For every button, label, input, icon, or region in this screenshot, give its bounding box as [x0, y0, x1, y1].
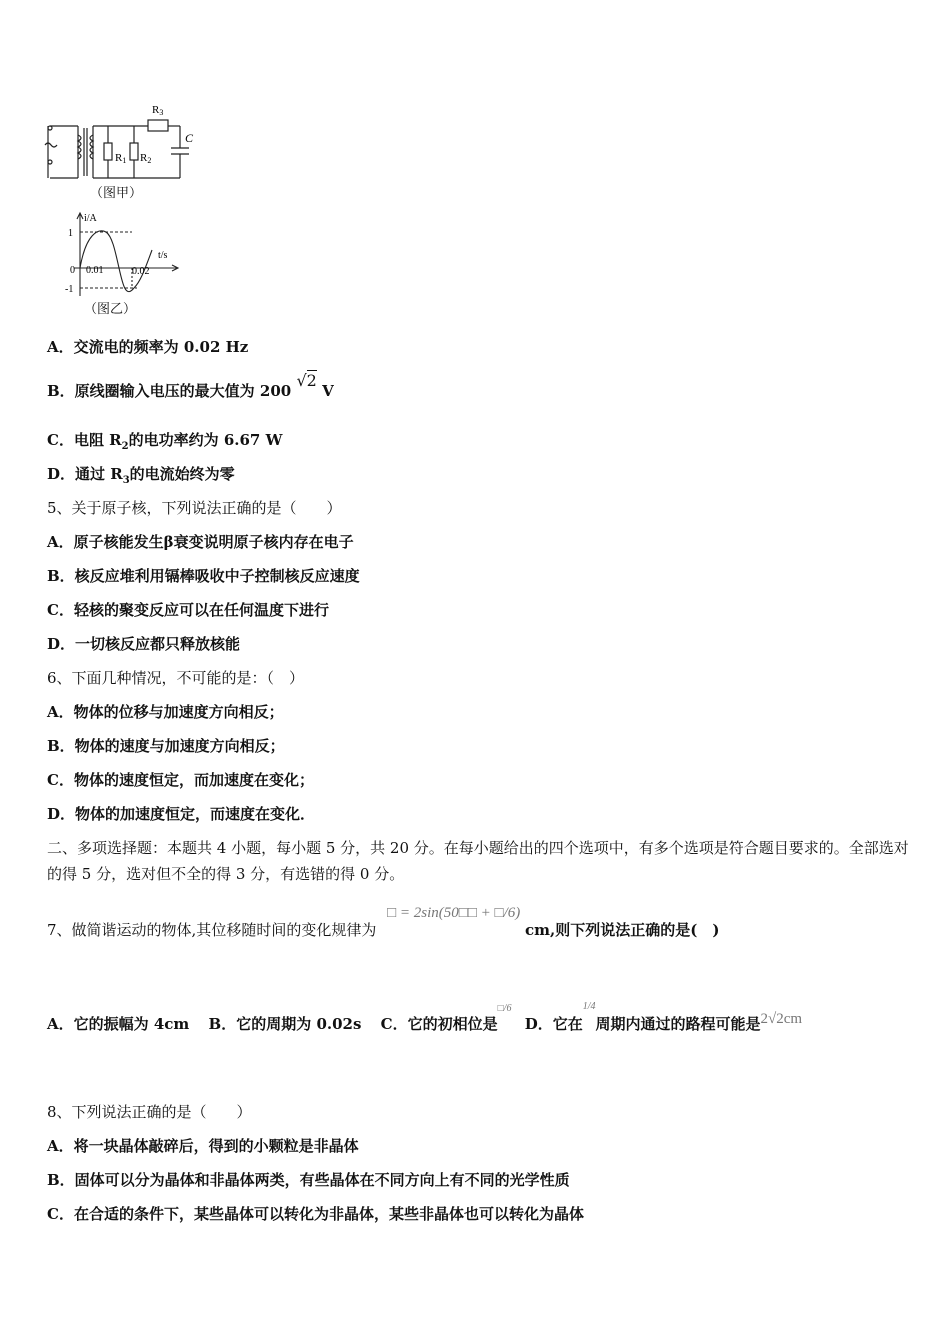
q4-option-b-unit: V [322, 382, 334, 400]
q6-stem: 6、下面几种情况，不可能的是：（ ） [47, 669, 305, 687]
q7-option-d-fraction: 1/4 [582, 1001, 596, 1012]
q8-option-b: B．固体可以分为晶体和非晶体两类，有些晶体在不同方向上有不同的光学性质 [47, 1171, 570, 1189]
q7-option-c-fraction: □/6 [497, 1003, 512, 1014]
tick-0: 0 [70, 265, 75, 276]
q6-option-b: B．物体的速度与加速度方向相反； [47, 737, 285, 755]
q4-option-d: D．通过 $R_3$的电流始终为零 [47, 465, 235, 486]
q5-option-a: A．原子核能发生β衰变说明原子核内存在电子 [47, 533, 354, 551]
circuit-figure [40, 100, 210, 205]
q7-options [47, 1001, 803, 1034]
c-label: C [185, 131, 194, 145]
tick-002: 0.02 [132, 266, 150, 277]
q8-option-c: C．在合适的条件下，某些晶体可以转化为非晶体，某些非晶体也可以转化为晶体 [47, 1205, 584, 1223]
q6-option-d: D．物体的加速度恒定，而速度在变化． [47, 805, 316, 823]
r1-label: R1 [115, 152, 127, 165]
q5-option-b: B．核反应堆利用镉棒吸收中子控制核反应速度 [47, 567, 360, 585]
section-2-instructions: 二、多项选择题：本题共 4 小题，每小题 5 分，共 20 分。在每小题给出的四个选项中，有多个选项是符合题目要求的。全部选对的得 5 分，选对但不全的得 3 分，有选错的得 0 分。 [47, 839, 909, 883]
figure-caption-yi: （图乙） [84, 302, 137, 317]
tick-001: 0.01 [86, 265, 104, 276]
q5-option-c: C．轻核的聚变反应可以在任何温度下进行 [47, 601, 329, 619]
circuit-diagram [40, 100, 210, 180]
q4-option-b-text: B．原线圈输入电压的最大值为 200 [47, 382, 292, 400]
sqrt-symbol: √2 [296, 371, 317, 390]
tick-minus-1: -1 [65, 284, 74, 295]
q8-option-a: A．将一块晶体敲碎后，得到的小颗粒是非晶体 [47, 1137, 359, 1155]
q6-option-c: C．物体的速度恒定，而加速度在变化； [47, 771, 314, 789]
figure-caption-jia: （图甲） [90, 186, 143, 201]
q7-stem: 7、做简谐运动的物体,其位移随时间的变化规律为 □ = 2sin(50□□ + □/6) cm,则下列说法正确的是( ) [47, 905, 720, 939]
current-graph [62, 210, 192, 298]
q4-option-c: C．电阻 $R_2$的电功率约为 6.67 W [47, 431, 283, 452]
x-axis-label: t/s [158, 250, 168, 261]
y-axis-label: i/A [84, 213, 97, 224]
q7-option-a: A．它的振幅为 4cm [47, 1015, 190, 1033]
q7-option-d-text: 周期内通过的路程可能是 [595, 1015, 761, 1033]
q4-option-a: A．交流电的频率为 0.02 Hz [47, 338, 249, 356]
r2-label: R2 [140, 152, 152, 165]
q4-option-b [47, 371, 334, 401]
r3-label: R3 [152, 104, 164, 117]
q7-option-c: C．它的初相位是 [380, 1015, 498, 1033]
tick-1: 1 [68, 228, 73, 239]
q7-option-d: D．它在 [524, 1015, 583, 1033]
q5-stem: 5、关于原子核，下列说法正确的是（ ） [47, 499, 342, 517]
q8-stem: 8、下列说法正确的是（ ） [47, 1103, 252, 1121]
q5-option-d: D．一切核反应都只释放核能 [47, 635, 241, 653]
q7-formula: □ = 2sin(50□□ + □/6) [387, 905, 521, 921]
current-graph-figure [62, 210, 192, 320]
q7-stem-tail: cm,则下列说法正确的是( ) [525, 921, 720, 939]
q7-option-d-value: 2√2cm [760, 1011, 803, 1027]
q6-option-a: A．物体的位移与加速度方向相反； [47, 703, 284, 721]
q7-option-b: B．它的周期为 0.02s [208, 1015, 362, 1033]
